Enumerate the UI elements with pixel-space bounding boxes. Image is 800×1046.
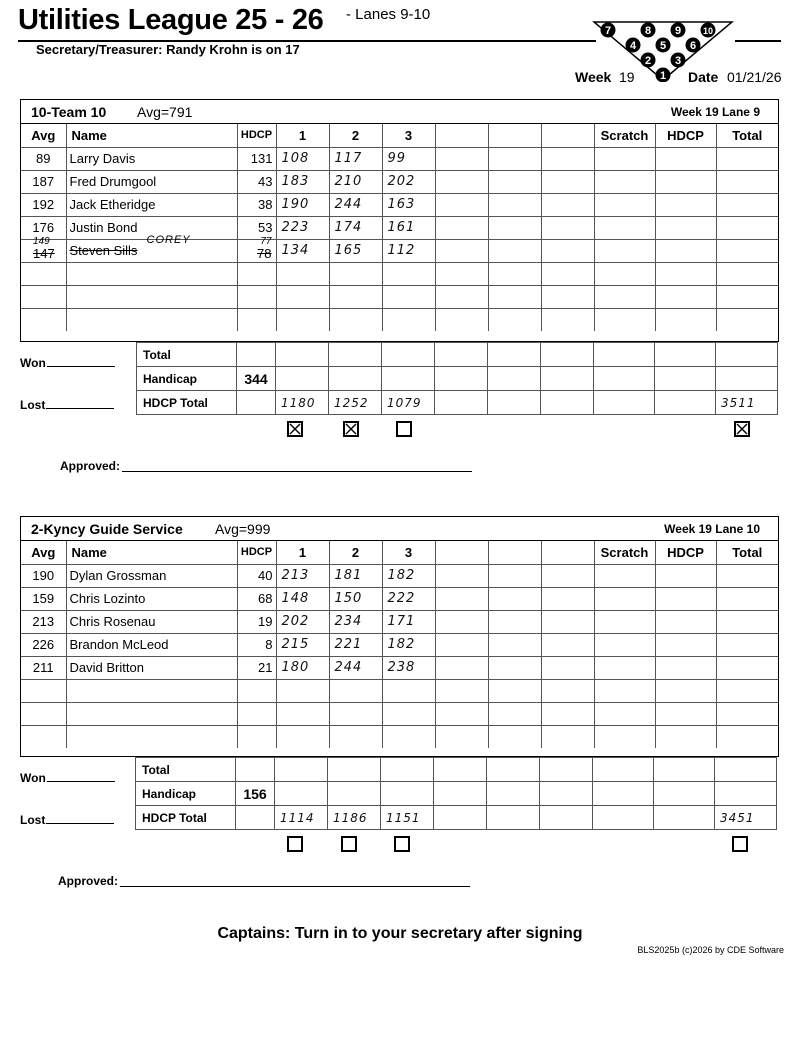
series-hdcp-total: 3451 bbox=[715, 806, 777, 830]
software-credit: BLS2025b (c)2026 by CDE Software bbox=[637, 945, 784, 955]
week-lane: Week 19 Lane 9 bbox=[670, 105, 760, 119]
lost-field[interactable] bbox=[20, 813, 114, 827]
game-2-score: 174 bbox=[329, 216, 382, 239]
pin-label: 3 bbox=[674, 55, 682, 67]
hdcp-total-row bbox=[136, 806, 777, 830]
game-1-score: 180 bbox=[276, 656, 329, 679]
bowler-hdcp: 19 bbox=[237, 610, 276, 633]
league-title: Utilities League 25 - 26 bbox=[18, 4, 324, 36]
team-header bbox=[21, 100, 778, 124]
table-row bbox=[21, 587, 778, 610]
col-game-1: 1 bbox=[276, 124, 329, 147]
hdcp-total-label: HDCP Total bbox=[136, 806, 236, 830]
bowler-name: Steven Sills bbox=[69, 243, 138, 258]
pin-label: 7 bbox=[604, 25, 612, 37]
series-hdcp-total: 3511 bbox=[716, 391, 778, 415]
bowler-avg: 147 bbox=[33, 245, 55, 261]
table-row-empty bbox=[21, 702, 778, 725]
col-blank bbox=[435, 541, 488, 564]
team-header bbox=[21, 517, 778, 541]
bowler-avg-cell bbox=[21, 235, 66, 262]
bowler-name: Jack Etheridge bbox=[66, 193, 237, 216]
game-1-score: 223 bbox=[276, 216, 329, 239]
game-2-score: 244 bbox=[329, 656, 382, 679]
avg-correction: 149 bbox=[33, 235, 50, 247]
col-name: Name bbox=[66, 541, 237, 564]
approved-signature-line[interactable] bbox=[122, 471, 472, 472]
bowler-hdcp: 131 bbox=[237, 147, 276, 170]
game-1-score: 183 bbox=[276, 170, 329, 193]
game-1-win-checkbox[interactable] bbox=[287, 836, 303, 852]
bowler-avg: 187 bbox=[21, 170, 66, 193]
game-1-score: 215 bbox=[276, 633, 329, 656]
hdcp-total-row bbox=[137, 391, 778, 415]
won-label: Won bbox=[20, 356, 46, 370]
pin-label: 2 bbox=[644, 55, 652, 67]
team-handicap: 344 bbox=[237, 367, 276, 391]
handicap-row bbox=[137, 367, 778, 391]
pin-label: 4 bbox=[629, 40, 637, 52]
table-row bbox=[21, 193, 778, 216]
footer-instruction: Captains: Turn in to your secretary after signing bbox=[217, 925, 583, 942]
team-handicap: 156 bbox=[236, 782, 275, 806]
bowler-avg: 190 bbox=[21, 564, 66, 587]
game-2-hdcp-total: 1186 bbox=[328, 806, 381, 830]
total-label: Total bbox=[136, 758, 236, 782]
handicap-row bbox=[136, 782, 777, 806]
col-game-1: 1 bbox=[276, 541, 329, 564]
bowler-name: Chris Rosenau bbox=[66, 610, 237, 633]
col-avg: Avg bbox=[21, 124, 66, 147]
bowler-hdcp: 38 bbox=[237, 193, 276, 216]
team-average: Avg=791 bbox=[137, 104, 193, 120]
bowler-avg: 176 bbox=[21, 216, 66, 239]
week-label: Week bbox=[575, 69, 612, 85]
approved-label: Approved: bbox=[60, 459, 120, 473]
table-row bbox=[21, 564, 778, 587]
secretary-line: Secretary/Treasurer: Randy Krohn is on 17 bbox=[36, 42, 300, 57]
game-2-score: 150 bbox=[329, 587, 382, 610]
bowler-name: David Britton bbox=[66, 656, 237, 679]
approved-signature-line[interactable] bbox=[120, 886, 470, 887]
bowler-hdcp: 68 bbox=[237, 587, 276, 610]
table-row bbox=[21, 656, 778, 679]
game-1-score: 108 bbox=[276, 147, 329, 170]
game-3-score: 238 bbox=[382, 656, 435, 679]
bowler-hdcp: 40 bbox=[237, 564, 276, 587]
lost-label: Lost bbox=[20, 813, 46, 827]
game-1-score: 134 bbox=[276, 239, 329, 262]
bowler-avg: 159 bbox=[21, 587, 66, 610]
hdcp-correction: 77 bbox=[260, 235, 272, 247]
game-2-hdcp-total: 1252 bbox=[329, 391, 382, 415]
game-2-win-checkbox[interactable] bbox=[341, 836, 357, 852]
total-label: Total bbox=[137, 343, 237, 367]
game-1-score: 190 bbox=[276, 193, 329, 216]
table-header-row bbox=[21, 124, 778, 147]
total-row bbox=[136, 758, 777, 782]
series-win-checkbox[interactable] bbox=[732, 836, 748, 852]
game-3-hdcp-total: 1079 bbox=[382, 391, 435, 415]
game-2-score: 181 bbox=[329, 564, 382, 587]
team-sheet-1 bbox=[20, 99, 779, 342]
team-name: 2-Kyncy Guide Service bbox=[31, 521, 183, 537]
game-3-score: 182 bbox=[382, 633, 435, 656]
col-hdcp-total: HDCP bbox=[655, 541, 716, 564]
col-total: Total bbox=[716, 541, 778, 564]
lost-label: Lost bbox=[20, 398, 46, 412]
bowler-name: Brandon McLeod bbox=[66, 633, 237, 656]
game-2-score: 221 bbox=[329, 633, 382, 656]
totals-table bbox=[135, 757, 777, 830]
bowler-hdcp: 78 bbox=[257, 245, 272, 261]
table-row bbox=[21, 633, 778, 656]
won-label: Won bbox=[20, 771, 46, 785]
col-scratch: Scratch bbox=[594, 124, 655, 147]
bowler-name: Larry Davis bbox=[66, 147, 237, 170]
game-3-score: 161 bbox=[382, 216, 435, 239]
total-row bbox=[137, 343, 778, 367]
col-hdcp-total: HDCP bbox=[655, 124, 716, 147]
score-table bbox=[21, 124, 778, 331]
game-3-score: 171 bbox=[382, 610, 435, 633]
table-row bbox=[21, 239, 778, 262]
game-3-score: 163 bbox=[382, 193, 435, 216]
pin-label: 6 bbox=[689, 40, 697, 52]
col-total: Total bbox=[716, 124, 778, 147]
table-header-row bbox=[21, 541, 778, 564]
handicap-label: Handicap bbox=[136, 782, 236, 806]
col-blank bbox=[435, 124, 488, 147]
week-value: 19 bbox=[619, 69, 635, 85]
game-2-score: 210 bbox=[329, 170, 382, 193]
game-3-score: 99 bbox=[382, 147, 435, 170]
game-1-score: 148 bbox=[276, 587, 329, 610]
game-2-score: 244 bbox=[329, 193, 382, 216]
team-average: Avg=999 bbox=[215, 521, 271, 537]
game-3-score: 222 bbox=[382, 587, 435, 610]
table-row-empty bbox=[21, 725, 778, 748]
game-1-score: 202 bbox=[276, 610, 329, 633]
game-1-hdcp-total: 1114 bbox=[275, 806, 328, 830]
game-2-score: 165 bbox=[329, 239, 382, 262]
lanes-label: - Lanes 9-10 bbox=[346, 6, 431, 23]
col-avg: Avg bbox=[21, 541, 66, 564]
bowler-name: Chris Lozinto bbox=[66, 587, 237, 610]
col-hdcp: HDCP bbox=[237, 124, 276, 147]
table-row bbox=[21, 147, 778, 170]
col-hdcp: HDCP bbox=[237, 541, 276, 564]
game-3-win-checkbox[interactable] bbox=[396, 421, 412, 437]
date-value: 01/21/26 bbox=[727, 69, 782, 85]
table-row-empty bbox=[21, 308, 778, 331]
week-lane: Week 19 Lane 10 bbox=[664, 522, 760, 536]
bowler-hdcp: 8 bbox=[237, 633, 276, 656]
bowler-hdcp: 53 bbox=[237, 216, 276, 239]
bowler-avg: 213 bbox=[21, 610, 66, 633]
table-row bbox=[21, 216, 778, 239]
col-game-3: 3 bbox=[382, 541, 435, 564]
pin-label: 8 bbox=[644, 25, 652, 37]
game-1-hdcp-total: 1180 bbox=[276, 391, 329, 415]
game-1-score: 213 bbox=[276, 564, 329, 587]
bowler-avg: 226 bbox=[21, 633, 66, 656]
approved-label: Approved: bbox=[58, 874, 118, 888]
col-blank bbox=[488, 124, 541, 147]
bowler-name: Dylan Grossman bbox=[66, 564, 237, 587]
game-3-hdcp-total: 1151 bbox=[381, 806, 434, 830]
col-blank bbox=[488, 541, 541, 564]
game-2-score: 234 bbox=[329, 610, 382, 633]
col-game-2: 2 bbox=[329, 541, 382, 564]
won-field[interactable] bbox=[20, 771, 115, 785]
col-blank bbox=[541, 124, 594, 147]
bowler-avg: 211 bbox=[21, 656, 66, 679]
date-label: Date bbox=[688, 69, 719, 85]
pin-label: 9 bbox=[674, 25, 682, 37]
team-name: 10-Team 10 bbox=[31, 104, 107, 120]
game-3-score: 182 bbox=[382, 564, 435, 587]
bowler-name: Justin Bond bbox=[66, 216, 237, 239]
col-game-2: 2 bbox=[329, 124, 382, 147]
game-1-win-checkbox[interactable] bbox=[287, 421, 303, 437]
pin-label: 10 bbox=[702, 26, 714, 36]
game-2-win-checkbox[interactable] bbox=[343, 421, 359, 437]
check-mark-icon bbox=[345, 423, 357, 435]
totals-table bbox=[136, 342, 778, 415]
col-blank bbox=[541, 541, 594, 564]
pin-label: 5 bbox=[659, 40, 667, 52]
won-field[interactable] bbox=[20, 356, 115, 370]
table-row-empty bbox=[21, 262, 778, 285]
bowler-name: Fred Drumgool bbox=[66, 170, 237, 193]
table-row-empty bbox=[21, 285, 778, 308]
bowler-name-cell bbox=[66, 233, 237, 262]
table-row bbox=[21, 610, 778, 633]
game-2-score: 117 bbox=[329, 147, 382, 170]
pin-label: 1 bbox=[659, 70, 667, 82]
check-mark-icon bbox=[289, 423, 301, 435]
handicap-label: Handicap bbox=[137, 367, 237, 391]
game-3-win-checkbox[interactable] bbox=[394, 836, 410, 852]
bowler-hdcp: 43 bbox=[237, 170, 276, 193]
table-row-empty bbox=[21, 679, 778, 702]
name-correction: COREY bbox=[146, 233, 191, 246]
table-row bbox=[21, 170, 778, 193]
team-sheet-2 bbox=[20, 516, 779, 757]
col-game-3: 3 bbox=[382, 124, 435, 147]
check-mark-icon bbox=[736, 423, 748, 435]
bowler-avg: 89 bbox=[21, 147, 66, 170]
score-table bbox=[21, 541, 778, 748]
game-3-score: 112 bbox=[382, 239, 435, 262]
col-name: Name bbox=[66, 124, 237, 147]
bowler-hdcp: 21 bbox=[237, 656, 276, 679]
bowler-hdcp-cell bbox=[237, 235, 276, 262]
lost-field[interactable] bbox=[20, 398, 114, 412]
series-win-checkbox[interactable] bbox=[734, 421, 750, 437]
game-3-score: 202 bbox=[382, 170, 435, 193]
hdcp-total-label: HDCP Total bbox=[137, 391, 237, 415]
title-rule-right bbox=[735, 40, 781, 42]
bowler-avg: 192 bbox=[21, 193, 66, 216]
col-scratch: Scratch bbox=[594, 541, 655, 564]
